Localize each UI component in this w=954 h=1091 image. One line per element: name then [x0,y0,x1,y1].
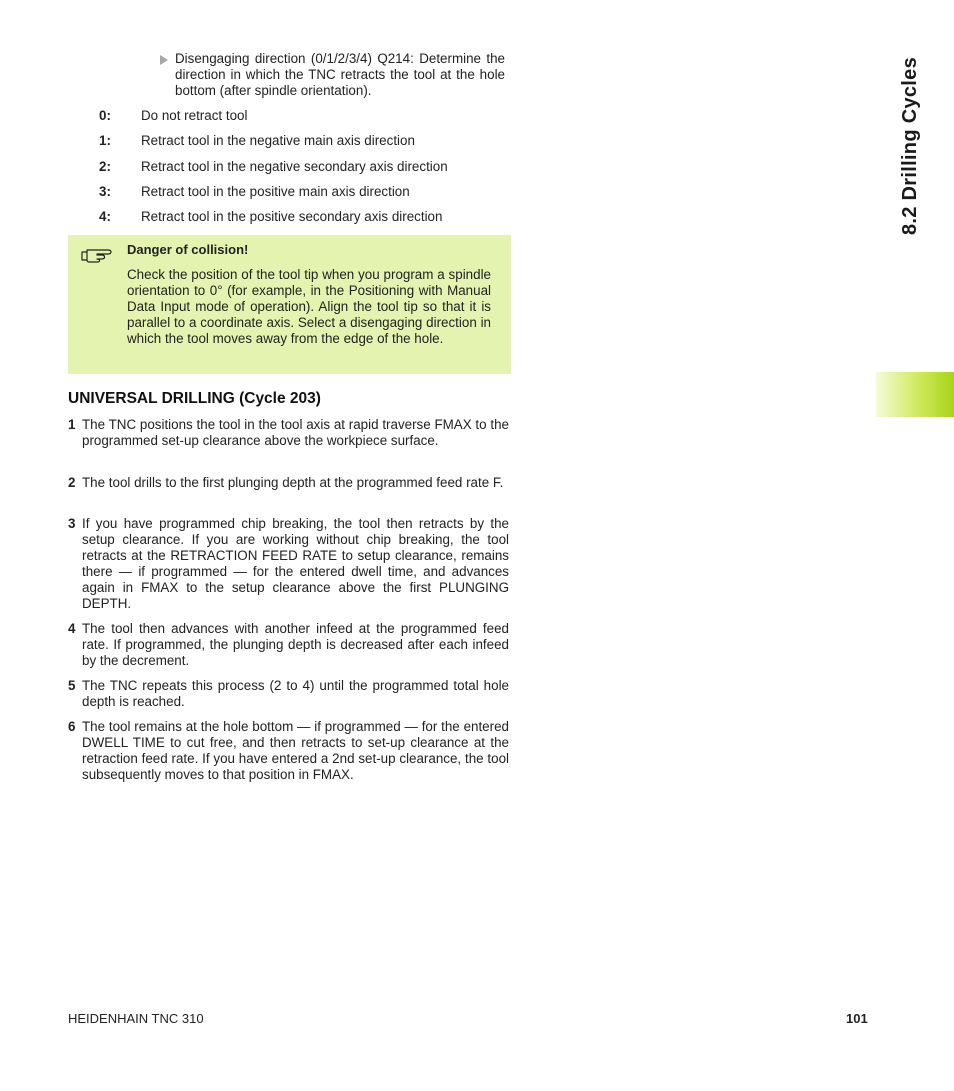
step-text: The tool then advances with another infeed at the programmed feed rate. If programmed, the plunging depth is decreased after each infeed by the decrement. [82,621,509,668]
step-item [68,621,509,669]
page-number: 101 [846,1011,868,1026]
step-item [68,475,509,491]
step-text: The tool drills to the first plunging depth at the programmed feed rate F. [82,475,504,490]
step-text: If you have programmed chip breaking, the tool then retracts by the setup clearance. If you are working without chip breaking, the tool retracts at the RETRACTION FEED RATE to setup clearance, remains there — if programmed — for the entered dwell time, and advances again in FMAX to the setup clearance above the first PLUNGING DEPTH. [82,516,509,611]
step-number: 6 [68,719,76,734]
collision-warning-note [68,235,511,374]
chapter-title-text: 8.2 Drilling Cycles [899,57,921,235]
step-item [68,678,509,710]
step-text: The TNC positions the tool in the tool axis at rapid traverse FMAX to the programmed set-up clearance above the workpiece surface. [82,417,509,448]
note-title: Danger of collision! [127,242,249,257]
option-value: Retract tool in the positive main axis direction [141,184,410,199]
option-key: 1: [99,133,111,148]
step-item [68,516,509,612]
parameter-text: Disengaging direction (0/1/2/3/4) Q214: Determine the direction in which the TNC retracts the tool at the hole bottom (after spindle orientation). [175,51,505,98]
step-number: 3 [68,516,76,531]
section-heading: UNIVERSAL DRILLING (Cycle 203) [68,390,321,407]
step-text: The tool remains at the hole bottom — if programmed — for the entered DWELL TIME to cut free, and then retracts to set-up clearance at the retraction feed rate. If you have entered a 2nd set-up clearance, the tool subsequently moves to that position in FMAX. [82,719,509,782]
step-item [68,417,509,449]
option-value: Retract tool in the negative secondary axis direction [141,159,448,174]
chapter-tab [876,372,954,417]
option-key: 4: [99,209,111,224]
option-value: Do not retract tool [141,108,248,123]
pointing-hand-icon [81,247,113,265]
option-value: Retract tool in the negative main axis direction [141,133,415,148]
option-key: 0: [99,108,111,123]
step-number: 4 [68,621,76,636]
option-value: Retract tool in the positive secondary axis direction [141,209,443,224]
step-number: 5 [68,678,76,693]
step-item [68,719,509,783]
option-key: 3: [99,184,111,199]
parameter-description [160,51,505,99]
step-text: The TNC repeats this process (2 to 4) until the programmed total hole depth is reached. [82,678,509,709]
chapter-title [890,40,930,252]
step-number: 1 [68,417,76,432]
note-body: Check the position of the tool tip when you program a spindle orientation to 0° (for example, in the Positioning with Manual Data Input mode of operation). Align the tool tip so that it is parallel to a coordinate axis. Select a disengaging direction in which the tool moves away from the edge of the hole. [127,267,491,346]
bullet-arrow-icon [160,55,168,65]
option-key: 2: [99,159,111,174]
step-number: 2 [68,475,76,490]
footer-product: HEIDENHAIN TNC 310 [68,1011,204,1026]
